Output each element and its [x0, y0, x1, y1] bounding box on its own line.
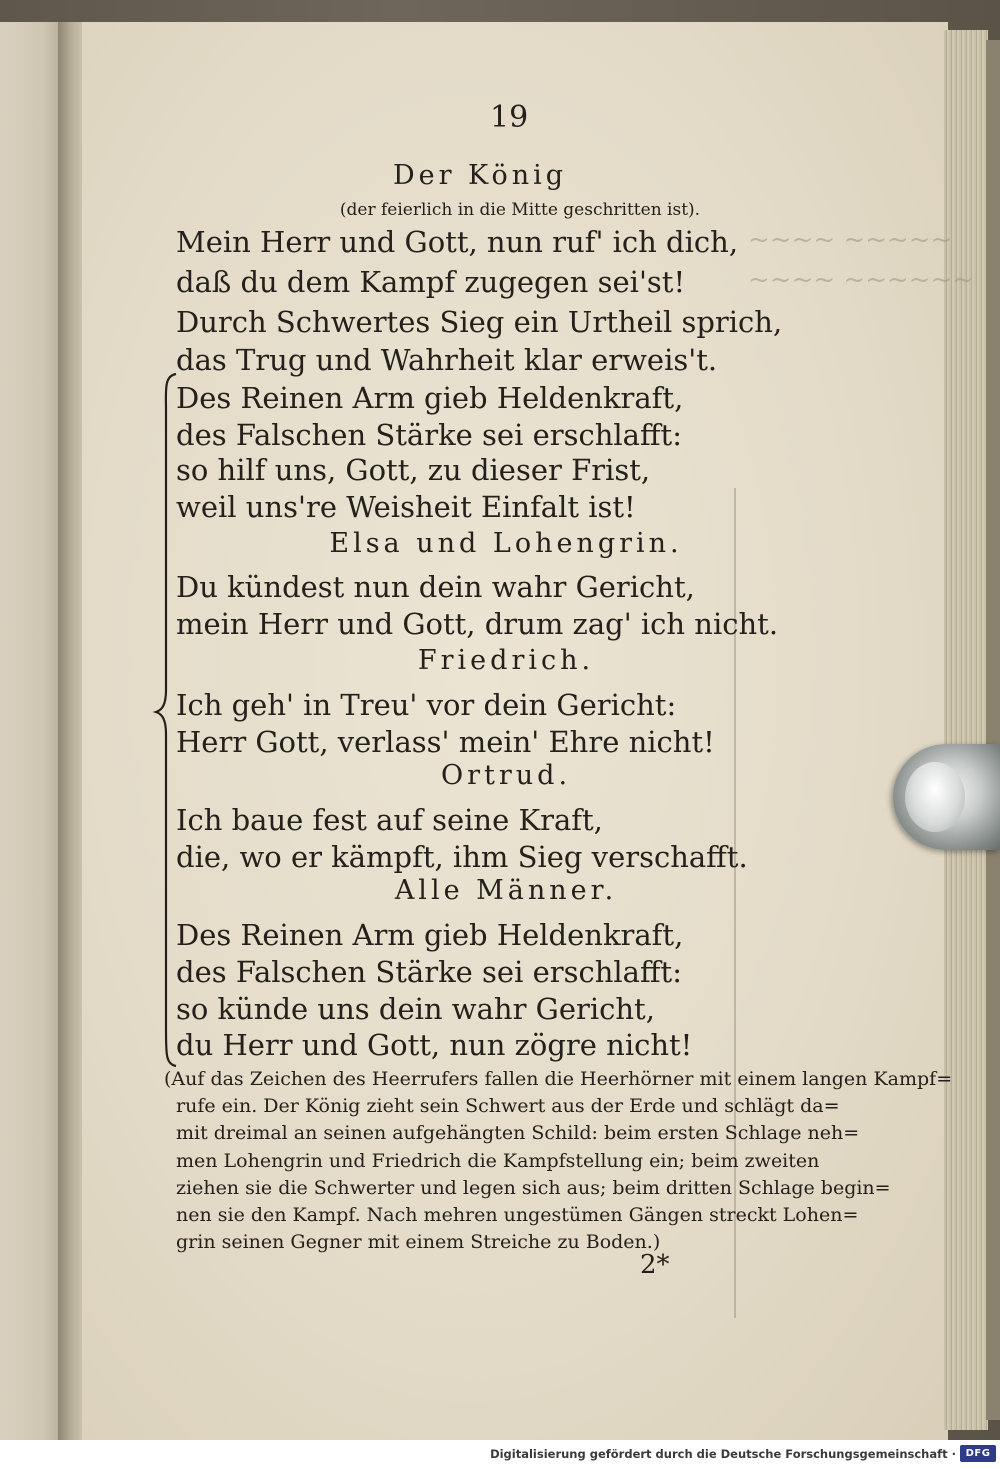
footer-credit: Digitalisierung gefördert durch die Deutsche Forschungsgemeinschaft · [490, 1447, 956, 1461]
verse-line: des Falschen Stärke sei erschlafft: [176, 418, 682, 452]
page-number: 19 [490, 100, 529, 135]
verse-line: so künde uns dein wahr Gericht, [176, 992, 655, 1026]
speaker-heading: Alle Männer. [394, 875, 618, 906]
verse-line: Du kündest nun dein wahr Gericht, [176, 570, 695, 604]
speaker-heading: Elsa und Lohengrin. [329, 528, 683, 559]
facing-page-edge [0, 22, 62, 1440]
printer-signature-mark: 2* [640, 1250, 670, 1280]
stage-direction-line: (Auf das Zeichen des Heerrufers fallen die Heerhörner mit einem langen Kampf= [164, 1068, 953, 1090]
verse-line: Durch Schwertes Sieg ein Urtheil sprich, [176, 305, 783, 339]
page-clip-highlight [905, 762, 965, 832]
stage-direction-line: grin seinen Gegner mit einem Streiche zu Boden.) [176, 1231, 661, 1253]
verse-line: daß du dem Kampf zugegen sei'st! [176, 265, 686, 299]
verse-line: du Herr und Gott, nun zögre nicht! [176, 1028, 693, 1062]
book-cover-edge [986, 40, 1000, 1420]
speaker-heading: Der König [392, 160, 568, 191]
verse-line: weil uns're Weisheit Einfalt ist! [176, 490, 636, 524]
verse-line: des Falschen Stärke sei erschlafft: [176, 955, 682, 989]
speaker-heading: Ortrud. [440, 760, 572, 791]
ensemble-brace [152, 370, 182, 1070]
verse-line: Ich geh' in Treu' vor dein Gericht: [176, 688, 677, 722]
bleed-through-text: ~~~~ ~~~~~~ [748, 265, 975, 295]
dfg-logo[interactable]: DFG [960, 1445, 996, 1462]
verse-line: Des Reinen Arm gieb Heldenkraft, [176, 918, 684, 952]
stage-direction-inline: (der feierlich in die Mitte geschritten ist). [339, 200, 701, 220]
speaker-heading: Friedrich. [417, 645, 595, 676]
stage-direction-line: men Lohengrin und Friedrich die Kampfstellung ein; beim zweiten [176, 1150, 820, 1172]
verse-line: Des Reinen Arm gieb Heldenkraft, [176, 381, 684, 415]
bleed-through-text: ~~~~ ~~~~~ [748, 225, 953, 255]
verse-line: die, wo er kämpft, ihm Sieg verschafft. [176, 840, 748, 874]
stage-direction-line: mit dreimal an seinen aufgehängten Schild: beim ersten Schlage neh= [176, 1122, 860, 1144]
stage-direction-line: ziehen sie die Schwerter und legen sich aus; beim dritten Schlage begin= [176, 1177, 891, 1199]
verse-line: so hilf uns, Gott, zu dieser Frist, [176, 453, 651, 487]
stage-direction-line: nen sie den Kampf. Nach mehren ungestümen Gängen streckt Lohen= [176, 1204, 859, 1226]
stage-direction-line: rufe ein. Der König zieht sein Schwert aus der Erde und schlägt da= [176, 1095, 840, 1117]
verse-line: Mein Herr und Gott, nun ruf' ich dich, [176, 225, 739, 259]
verse-line: Ich baue fest auf seine Kraft, [176, 803, 603, 837]
verse-line: Herr Gott, verlass' mein' Ehre nicht! [176, 725, 715, 759]
book-gutter [58, 22, 84, 1440]
verse-line: mein Herr und Gott, drum zag' ich nicht. [176, 607, 779, 641]
verse-line: das Trug und Wahrheit klar erweis't. [176, 343, 718, 377]
